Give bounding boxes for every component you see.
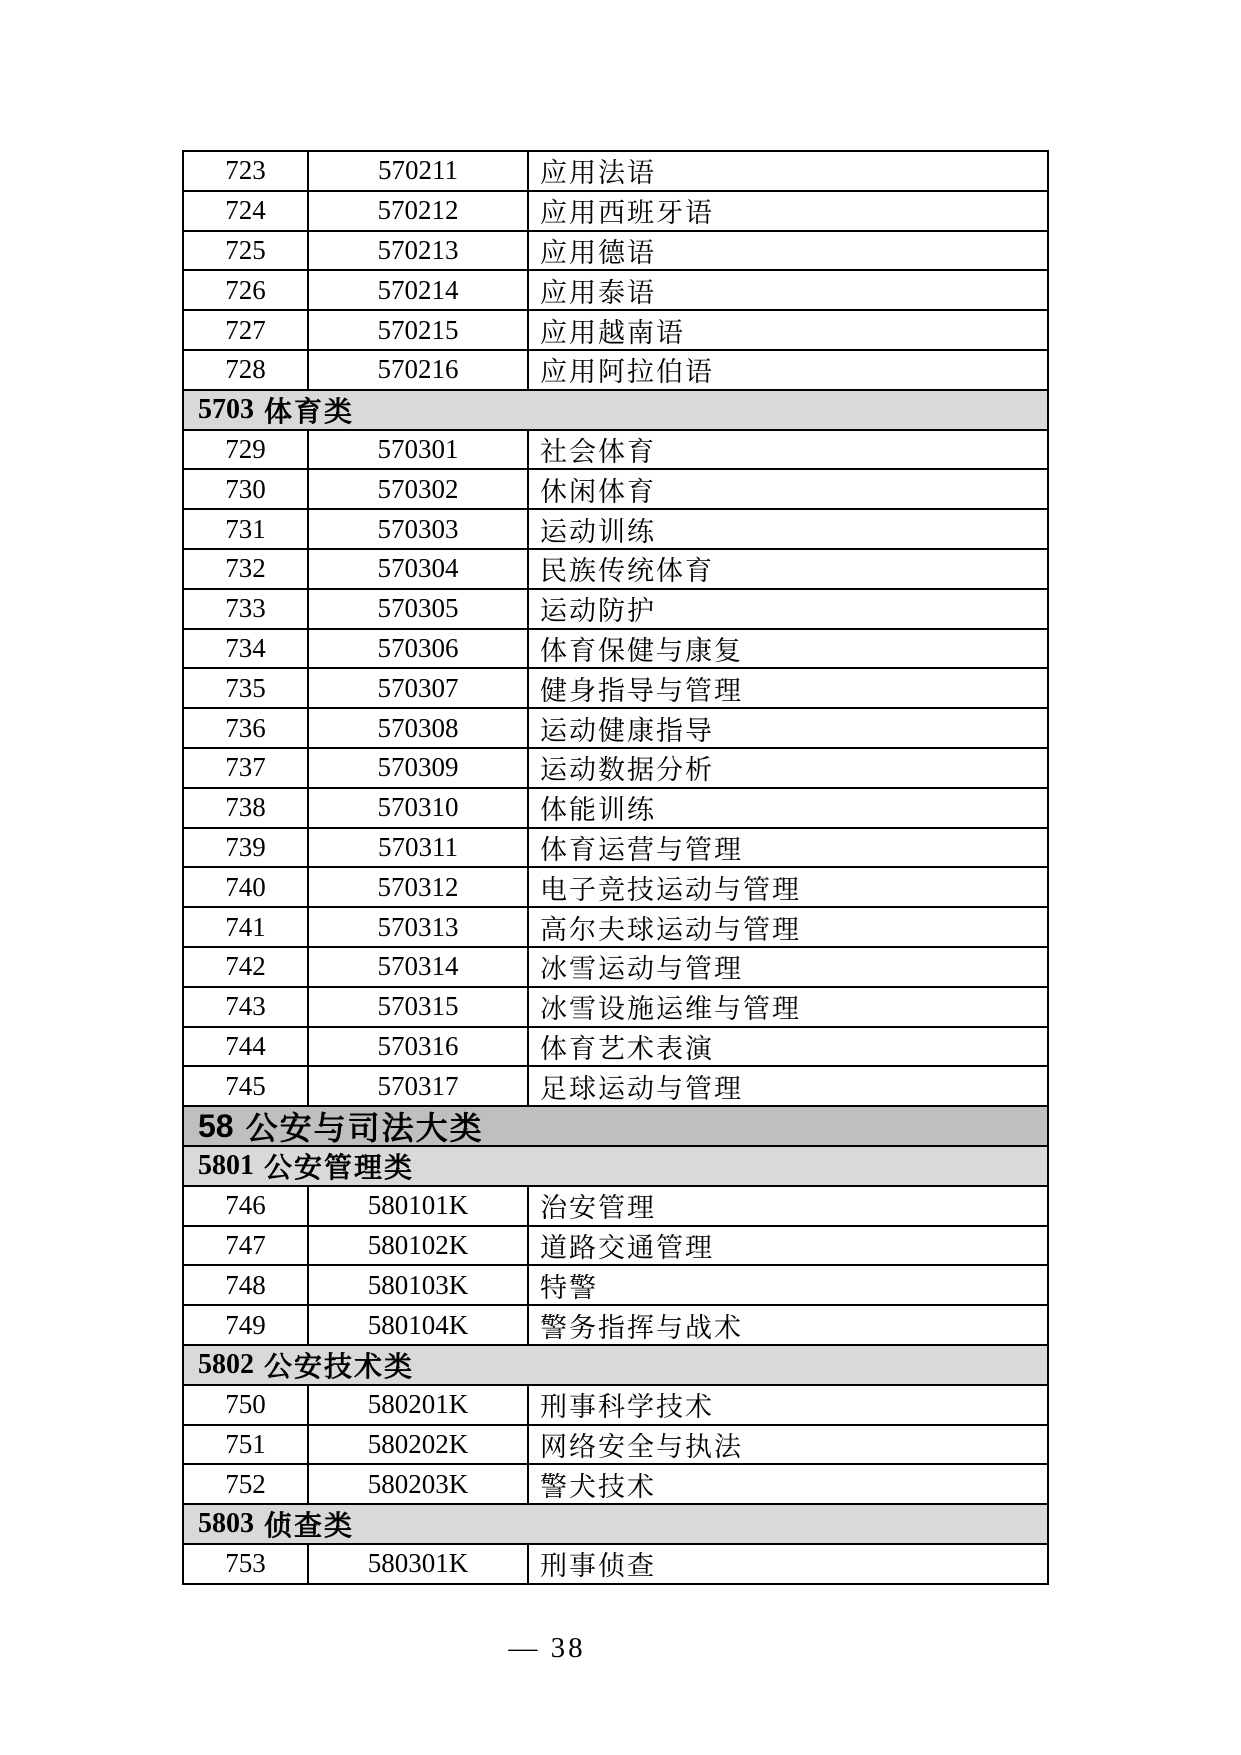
code-cell: 570303 xyxy=(309,510,529,548)
seq-cell: 750 xyxy=(184,1386,309,1424)
majors-table xyxy=(182,150,1049,1585)
seq-cell: 742 xyxy=(184,948,309,986)
table-row xyxy=(184,1028,1047,1068)
code-cell: 570315 xyxy=(309,988,529,1026)
code-cell: 570308 xyxy=(309,709,529,747)
seq-cell: 736 xyxy=(184,709,309,747)
seq-cell: 732 xyxy=(184,550,309,588)
seq-cell: 741 xyxy=(184,908,309,946)
code-cell: 580104K xyxy=(309,1306,529,1344)
code-cell: 570306 xyxy=(309,630,529,668)
code-cell: 570316 xyxy=(309,1028,529,1066)
name-cell: 民族传统体育 xyxy=(540,556,714,587)
name-cell: 刑事科学技术 xyxy=(540,1392,714,1423)
name-cell: 体育运营与管理 xyxy=(540,834,743,865)
header-code: 5803 xyxy=(198,1507,254,1539)
name-cell: 社会体育 xyxy=(540,436,656,467)
table-row xyxy=(184,1306,1047,1346)
seq-cell: 733 xyxy=(184,590,309,628)
table-row xyxy=(184,351,1047,391)
name-cell: 应用阿拉伯语 xyxy=(540,357,714,388)
name-cell: 健身指导与管理 xyxy=(540,675,743,706)
table-row xyxy=(184,988,1047,1028)
code-cell: 580202K xyxy=(309,1426,529,1464)
table-row xyxy=(184,311,1047,351)
name-cell: 运动防护 xyxy=(540,596,656,627)
header-name: 体育类 xyxy=(264,396,355,428)
header-code: 5801 xyxy=(198,1149,254,1181)
code-cell: 570214 xyxy=(309,271,529,309)
seq-cell: 735 xyxy=(184,669,309,707)
seq-cell: 745 xyxy=(184,1067,309,1105)
name-cell: 道路交通管理 xyxy=(540,1232,714,1263)
code-cell: 580102K xyxy=(309,1227,529,1265)
seq-cell: 734 xyxy=(184,630,309,668)
code-cell: 570305 xyxy=(309,590,529,628)
table-row xyxy=(184,749,1047,789)
table-row xyxy=(184,829,1047,869)
table-row xyxy=(184,1266,1047,1306)
code-cell: 570216 xyxy=(309,351,529,389)
table-row xyxy=(184,868,1047,908)
code-cell: 570301 xyxy=(309,431,529,469)
name-cell: 警犬技术 xyxy=(540,1471,656,1502)
name-cell: 网络安全与执法 xyxy=(540,1431,743,1462)
seq-cell: 729 xyxy=(184,431,309,469)
subcategory-header-row xyxy=(184,1505,1047,1545)
name-cell: 应用越南语 xyxy=(540,317,685,348)
header-code: 5703 xyxy=(198,393,254,425)
header-name: 公安管理类 xyxy=(264,1152,415,1184)
name-cell: 足球运动与管理 xyxy=(540,1073,743,1104)
table-row xyxy=(184,1227,1047,1267)
code-cell: 570313 xyxy=(309,908,529,946)
name-cell: 冰雪运动与管理 xyxy=(540,954,743,985)
code-cell: 570309 xyxy=(309,749,529,787)
name-cell: 体能训练 xyxy=(540,795,656,826)
table-row xyxy=(184,669,1047,709)
table-row xyxy=(184,152,1047,192)
seq-cell: 748 xyxy=(184,1266,309,1304)
table-row xyxy=(184,192,1047,232)
table-row xyxy=(184,510,1047,550)
table-row xyxy=(184,709,1047,749)
header-name: 公安与司法大类 xyxy=(245,1110,484,1147)
header-name: 公安技术类 xyxy=(264,1351,415,1383)
code-cell: 570312 xyxy=(309,868,529,906)
name-cell: 体育保健与康复 xyxy=(540,635,743,666)
code-cell: 570310 xyxy=(309,789,529,827)
seq-cell: 730 xyxy=(184,470,309,508)
table-row xyxy=(184,1386,1047,1426)
seq-cell: 751 xyxy=(184,1426,309,1464)
name-cell: 应用德语 xyxy=(540,238,656,268)
seq-cell: 749 xyxy=(184,1306,309,1344)
seq-cell: 752 xyxy=(184,1465,309,1503)
seq-cell: 753 xyxy=(184,1545,309,1583)
table-row xyxy=(184,470,1047,510)
seq-cell: 731 xyxy=(184,510,309,548)
table-row xyxy=(184,1426,1047,1466)
code-cell: 570213 xyxy=(309,232,529,270)
seq-cell: 739 xyxy=(184,829,309,867)
table-row xyxy=(184,1067,1047,1107)
subcategory-header-row xyxy=(184,1147,1047,1187)
name-cell: 运动数据分析 xyxy=(540,755,714,786)
code-cell: 580201K xyxy=(309,1386,529,1424)
table-row xyxy=(184,1187,1047,1227)
table-row xyxy=(184,431,1047,471)
name-cell: 应用法语 xyxy=(540,158,656,189)
code-cell: 570304 xyxy=(309,550,529,588)
code-cell: 570307 xyxy=(309,669,529,707)
table-row xyxy=(184,948,1047,988)
name-cell: 高尔夫球运动与管理 xyxy=(540,914,801,945)
table-row xyxy=(184,1465,1047,1505)
name-cell: 治安管理 xyxy=(540,1193,656,1224)
seq-cell: 728 xyxy=(184,351,309,389)
seq-cell: 726 xyxy=(184,271,309,309)
code-cell: 570211 xyxy=(309,152,529,190)
category-header-row xyxy=(184,1107,1047,1147)
table-row xyxy=(184,1545,1047,1583)
code-cell: 580203K xyxy=(309,1465,529,1503)
seq-cell: 747 xyxy=(184,1227,309,1265)
name-cell: 警务指挥与战术 xyxy=(540,1312,743,1343)
subcategory-header-row xyxy=(184,1346,1047,1386)
code-cell: 580103K xyxy=(309,1266,529,1304)
table-row xyxy=(184,630,1047,670)
name-cell: 运动健康指导 xyxy=(540,715,714,746)
subcategory-header-row xyxy=(184,391,1047,431)
header-code: 5802 xyxy=(198,1348,254,1380)
seq-cell: 738 xyxy=(184,789,309,827)
code-cell: 570311 xyxy=(309,829,529,867)
name-cell: 应用泰语 xyxy=(540,277,656,308)
header-name: 侦查类 xyxy=(264,1511,355,1542)
seq-cell: 724 xyxy=(184,192,309,230)
code-cell: 570314 xyxy=(309,948,529,986)
table-row xyxy=(184,908,1047,948)
code-cell: 580101K xyxy=(309,1187,529,1225)
name-cell: 电子竞技运动与管理 xyxy=(540,874,801,905)
code-cell: 570212 xyxy=(309,192,529,230)
name-cell: 应用西班牙语 xyxy=(540,198,714,229)
seq-cell: 746 xyxy=(184,1187,309,1225)
name-cell: 休闲体育 xyxy=(540,476,656,507)
seq-cell: 740 xyxy=(184,868,309,906)
code-cell: 570317 xyxy=(309,1067,529,1105)
name-cell: 冰雪设施运维与管理 xyxy=(540,994,801,1025)
name-cell: 刑事侦查 xyxy=(540,1551,656,1582)
table-row xyxy=(184,232,1047,272)
seq-cell: 737 xyxy=(184,749,309,787)
seq-cell: 743 xyxy=(184,988,309,1026)
table-row xyxy=(184,271,1047,311)
table-row xyxy=(184,789,1047,829)
name-cell: 特警 xyxy=(540,1272,598,1303)
code-cell: 570215 xyxy=(309,311,529,349)
page-number: — 38 xyxy=(508,1632,586,1664)
header-code: 58 xyxy=(198,1107,234,1144)
seq-cell: 744 xyxy=(184,1028,309,1066)
table-row xyxy=(184,550,1047,590)
code-cell: 570302 xyxy=(309,470,529,508)
table-row xyxy=(184,590,1047,630)
seq-cell: 723 xyxy=(184,152,309,190)
seq-cell: 727 xyxy=(184,311,309,349)
name-cell: 运动训练 xyxy=(540,516,656,547)
seq-cell: 725 xyxy=(184,232,309,270)
name-cell: 体育艺术表演 xyxy=(540,1033,714,1064)
code-cell: 580301K xyxy=(309,1545,529,1583)
